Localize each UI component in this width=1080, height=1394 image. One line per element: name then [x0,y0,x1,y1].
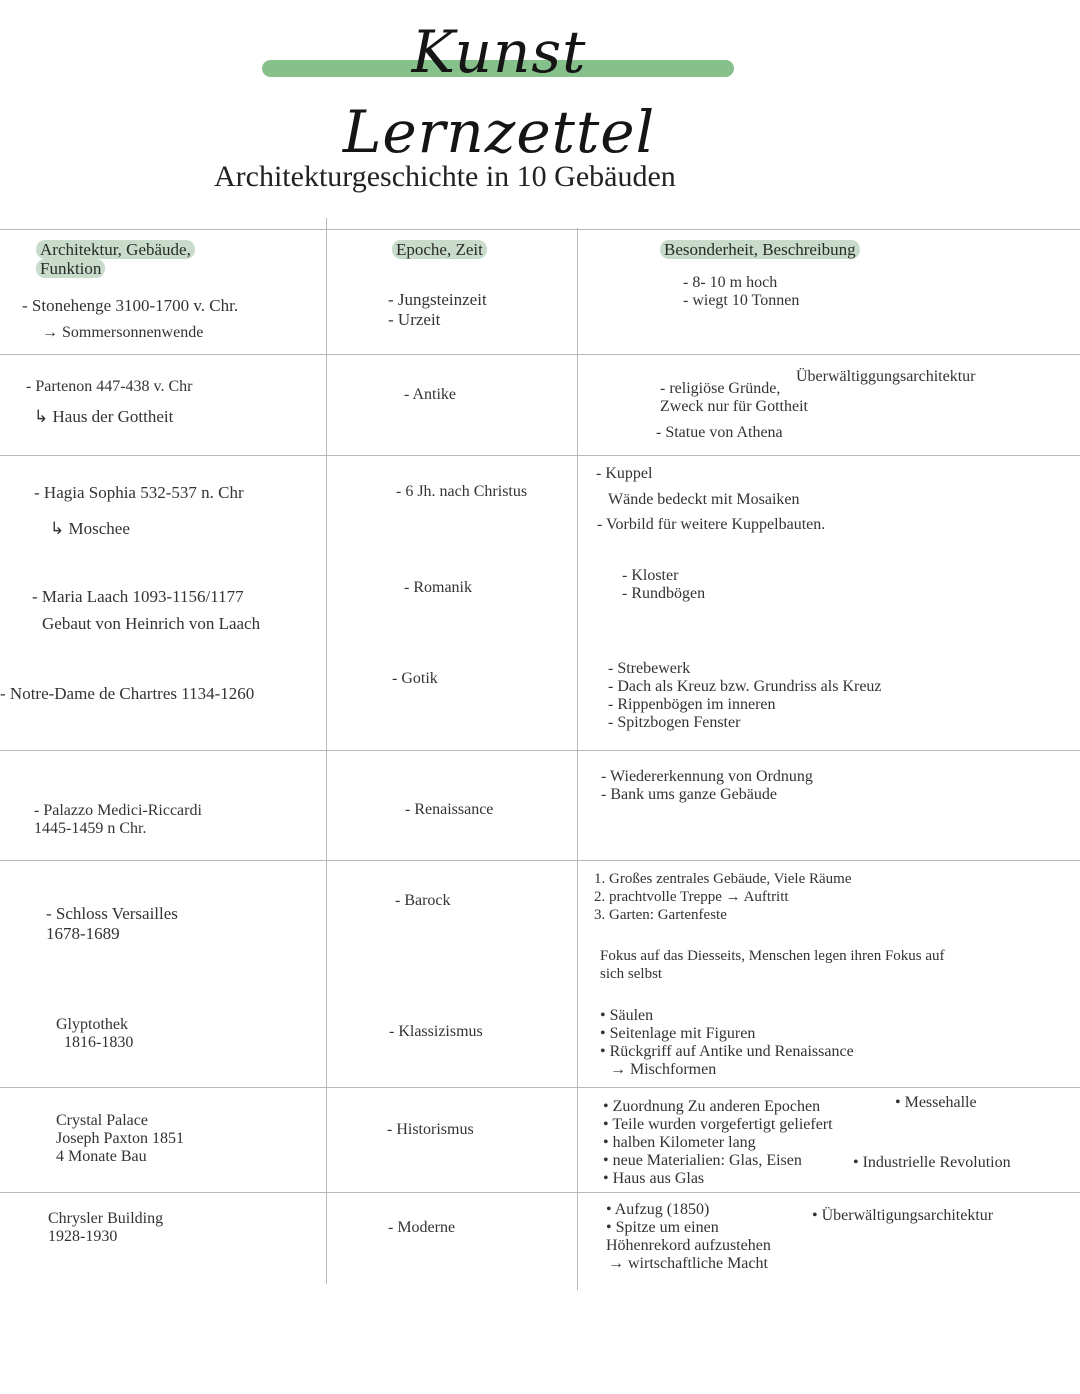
detail-line: - wiegt 10 Tonnen [683,292,800,309]
detail-line: • Aufzug (1850) [606,1201,710,1218]
details-cell [600,1007,854,1079]
column-header-details [660,240,860,259]
epoch-cell: - Gotik [392,670,438,687]
detail-line: - Spitzbogen Fenster [608,714,741,731]
detail-line: → wirtschaftliche Macht [608,1255,768,1272]
page-title: Kunst Lernzettel [342,18,656,166]
epoch-cell [388,290,487,330]
detail-line: 1. Großes zentrales Gebäude, Viele Räume [594,871,852,887]
column-header-building-line2: Funktion [36,259,105,278]
detail-line: 2. prachtvolle Treppe → Auftritt [594,889,789,905]
detail-line: • Teile wurden vorgefertigt geliefert [603,1116,833,1133]
detail-line: • Rückgriff auf Antike und Renaissance [600,1043,854,1060]
rule-row-5 [0,1087,1080,1088]
building-cell: - Partenon 447-438 v. Chr [26,378,193,395]
building-cell [48,1210,163,1246]
epoch-cell: - Historismus [387,1121,474,1138]
building-cell [34,802,202,838]
epoch-line: - Jungsteinzeit [388,290,487,309]
detail-line: • Zuordnung Zu anderen Epochen [603,1098,821,1115]
details-cell [683,274,799,310]
detail-line: - Rippenbögen im inneren [608,696,776,713]
building-cell: - Stonehenge 3100-1700 v. Chr. [22,296,239,315]
epoch-cell: - Barock [395,892,451,909]
detail-line: - Wiedererkennung von Ordnung [601,768,813,785]
building-line: 1445-1459 n Chr. [34,820,147,837]
details-cell [601,768,813,804]
epoch-line: - Urzeit [388,310,441,329]
epoch-cell: - Klassizismus [389,1023,483,1040]
building-line: Chrysler Building [48,1210,164,1227]
detail-side-note: • Überwältigungsarchitektur [812,1207,994,1224]
detail-line: - Rundbögen [622,585,706,602]
detail-line: Zweck nur für Gottheit [660,398,808,415]
building-cell: - Notre-Dame de Chartres 1134-1260 [0,684,255,703]
detail-side-note: • Messehalle [895,1094,977,1111]
detail-line: 3. Garten: Gartenfeste [594,907,727,923]
details-cell [622,567,705,603]
rule-header-top [0,229,1080,230]
rule-row-1 [0,354,1080,355]
column-header-epoch [392,240,487,259]
details-cell [660,380,808,416]
detail-line: Höhenrekord aufzustehen [606,1237,771,1254]
rule-row-4 [0,860,1080,861]
building-line: - Palazzo Medici-Riccardi [34,802,202,819]
building-line: - Schloss Versailles [46,904,178,923]
rule-row-6 [0,1192,1080,1193]
building-line: Glyptothek [56,1016,128,1033]
column-header-building-line1: Architektur, Gebäude, [36,240,195,259]
rule-row-3 [0,750,1080,751]
column-header-epoch-label: Epoche, Zeit [392,240,487,259]
detail-line: • halben Kilometer lang [603,1134,756,1151]
building-cell-note: → Sommersonnenwende [42,324,204,341]
detail-line: - Kuppel [596,465,653,482]
detail-line: • Seitenlage mit Figuren [600,1025,756,1042]
epoch-cell: - Renaissance [405,801,494,818]
detail-line: sich selbst [600,966,663,982]
details-cell [603,1098,833,1188]
building-line: 1678-1689 [46,924,120,943]
building-line: Crystal Palace [56,1112,148,1129]
rule-row-2 [0,455,1080,456]
building-line: 1816-1830 [64,1034,134,1051]
detail-line: - Strebewerk [608,660,691,677]
building-line: 4 Monate Bau [56,1148,147,1165]
detail-line: Fokus auf das Diesseits, Menschen legen ihren Fokus auf [600,948,945,964]
detail-line: - Statue von Athena [656,424,783,441]
detail-line: Wände bedeckt mit Mosaiken [608,491,800,508]
details-note [600,947,945,983]
building-cell: - Maria Laach 1093-1156/1177 [32,587,244,606]
details-cell [606,1201,771,1273]
detail-line: - Vorbild für weitere Kuppelbauten. [597,516,826,533]
detail-line: • Säulen [600,1007,654,1024]
building-line: 1928-1930 [48,1228,118,1245]
column-header-building [36,240,195,278]
detail-line: - Bank ums ganze Gebäude [601,786,777,803]
detail-line: → Mischformen [610,1061,717,1078]
detail-line: • neue Materialien: Glas, Eisen [603,1152,802,1169]
epoch-cell: - Antike [404,386,456,403]
building-cell [56,1016,133,1052]
detail-line: - religiöse Gründe, [660,380,781,397]
epoch-cell: - 6 Jh. nach Christus [396,483,528,500]
title-block [260,12,738,166]
rule-col-1 [326,218,327,1284]
building-cell-note: ↳ Moschee [50,519,130,538]
detail-line: • Haus aus Glas [603,1170,705,1187]
building-cell: - Hagia Sophia 532-537 n. Chr [34,483,244,502]
building-cell [56,1112,184,1166]
epoch-cell: - Romanik [404,579,472,596]
detail-line: • Spitze um einen [606,1219,719,1236]
detail-line: - Dach als Kreuz bzw. Grundriss als Kreuz [608,678,882,695]
column-header-details-label: Besonderheit, Beschreibung [660,240,860,259]
building-cell-note: ↳ Haus der Gottheit [34,407,174,426]
detail-line: Überwältiggungsarchitektur [796,368,976,385]
detail-side-note: • Industrielle Revolution [853,1154,1011,1171]
building-cell [46,904,178,944]
building-line: Joseph Paxton 1851 [56,1130,184,1147]
building-cell-note: Gebaut von Heinrich von Laach [42,614,261,633]
details-cell [594,870,851,924]
page-subtitle: Architekturgeschichte in 10 Gebäuden [214,160,676,193]
epoch-cell: - Moderne [388,1219,456,1236]
rule-col-2 [577,228,578,1290]
detail-line: - Kloster [622,567,679,584]
details-cell [608,660,882,732]
detail-line: - 8- 10 m hoch [683,274,778,291]
